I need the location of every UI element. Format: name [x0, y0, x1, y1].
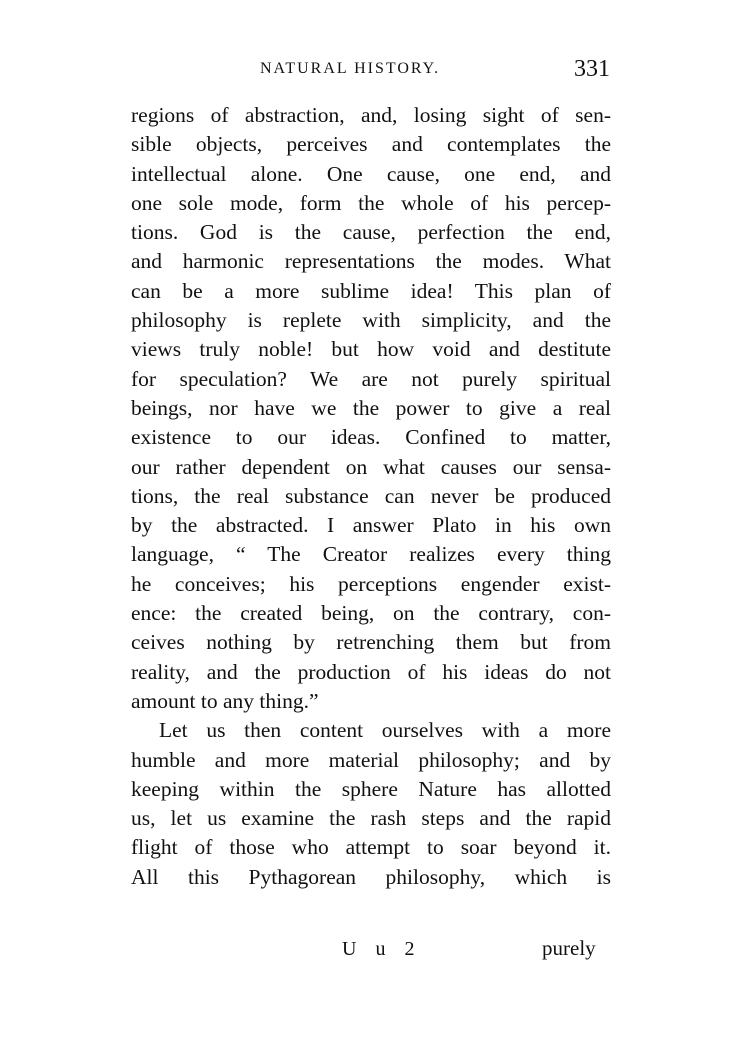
- text-line: Let us then content ourselves with a more: [159, 718, 611, 743]
- text-line: can be a more sublime idea! This plan of: [131, 278, 611, 303]
- running-head: NATURAL HISTORY.: [260, 60, 441, 77]
- text-line: and harmonic representations the modes. What: [131, 249, 611, 274]
- text-line: All this Pythagorean philosophy, which is: [131, 864, 611, 889]
- text-line: ceives nothing by retrenching them but from: [131, 630, 611, 655]
- text-line: amount to any thing.”: [131, 688, 319, 713]
- text-line: our rather dependent on what causes our sensa-: [131, 454, 611, 479]
- text-line: beings, nor have we the power to give a real: [131, 395, 611, 420]
- text-line: reality, and the production of his ideas do not: [131, 659, 611, 684]
- text-line: language, “ The Creator realizes every thing: [131, 542, 611, 567]
- text-line: tions, the real substance can never be produced: [131, 483, 611, 508]
- signature-mark: U u 2: [342, 938, 422, 960]
- text-line: one sole mode, form the whole of his percep-: [131, 190, 611, 215]
- text-line: us, let us examine the rash steps and the rapid: [131, 806, 611, 831]
- text-line: regions of abstraction, and, losing sight of sen-: [131, 103, 611, 127]
- text-line: keeping within the sphere Nature has allotted: [131, 776, 611, 801]
- text-line: flight of those who attempt to soar beyond it.: [131, 835, 611, 860]
- text-line: he conceives; his perceptions engender exist-: [131, 571, 611, 596]
- page-number: 331: [574, 56, 610, 82]
- text-line: sible objects, perceives and contemplates the: [131, 132, 611, 157]
- text-line: philosophy is replete with simplicity, and the: [131, 308, 611, 333]
- text-line: existence to our ideas. Confined to matter,: [131, 425, 611, 450]
- text-line: intellectual alone. One cause, one end, and: [131, 161, 611, 186]
- text-line: humble and more material philosophy; and by: [131, 747, 611, 772]
- text-line: ence: the created being, on the contrary, con-: [131, 601, 611, 626]
- body-text: [131, 101, 611, 892]
- text-line: tions. God is the cause, perfection the end,: [131, 220, 611, 245]
- text-line: for speculation? We are not purely spiritual: [131, 366, 611, 391]
- text-line: views truly noble! but how void and destitute: [131, 337, 611, 362]
- catchword: purely: [542, 936, 596, 960]
- text-line: by the abstracted. I answer Plato in his own: [131, 513, 611, 538]
